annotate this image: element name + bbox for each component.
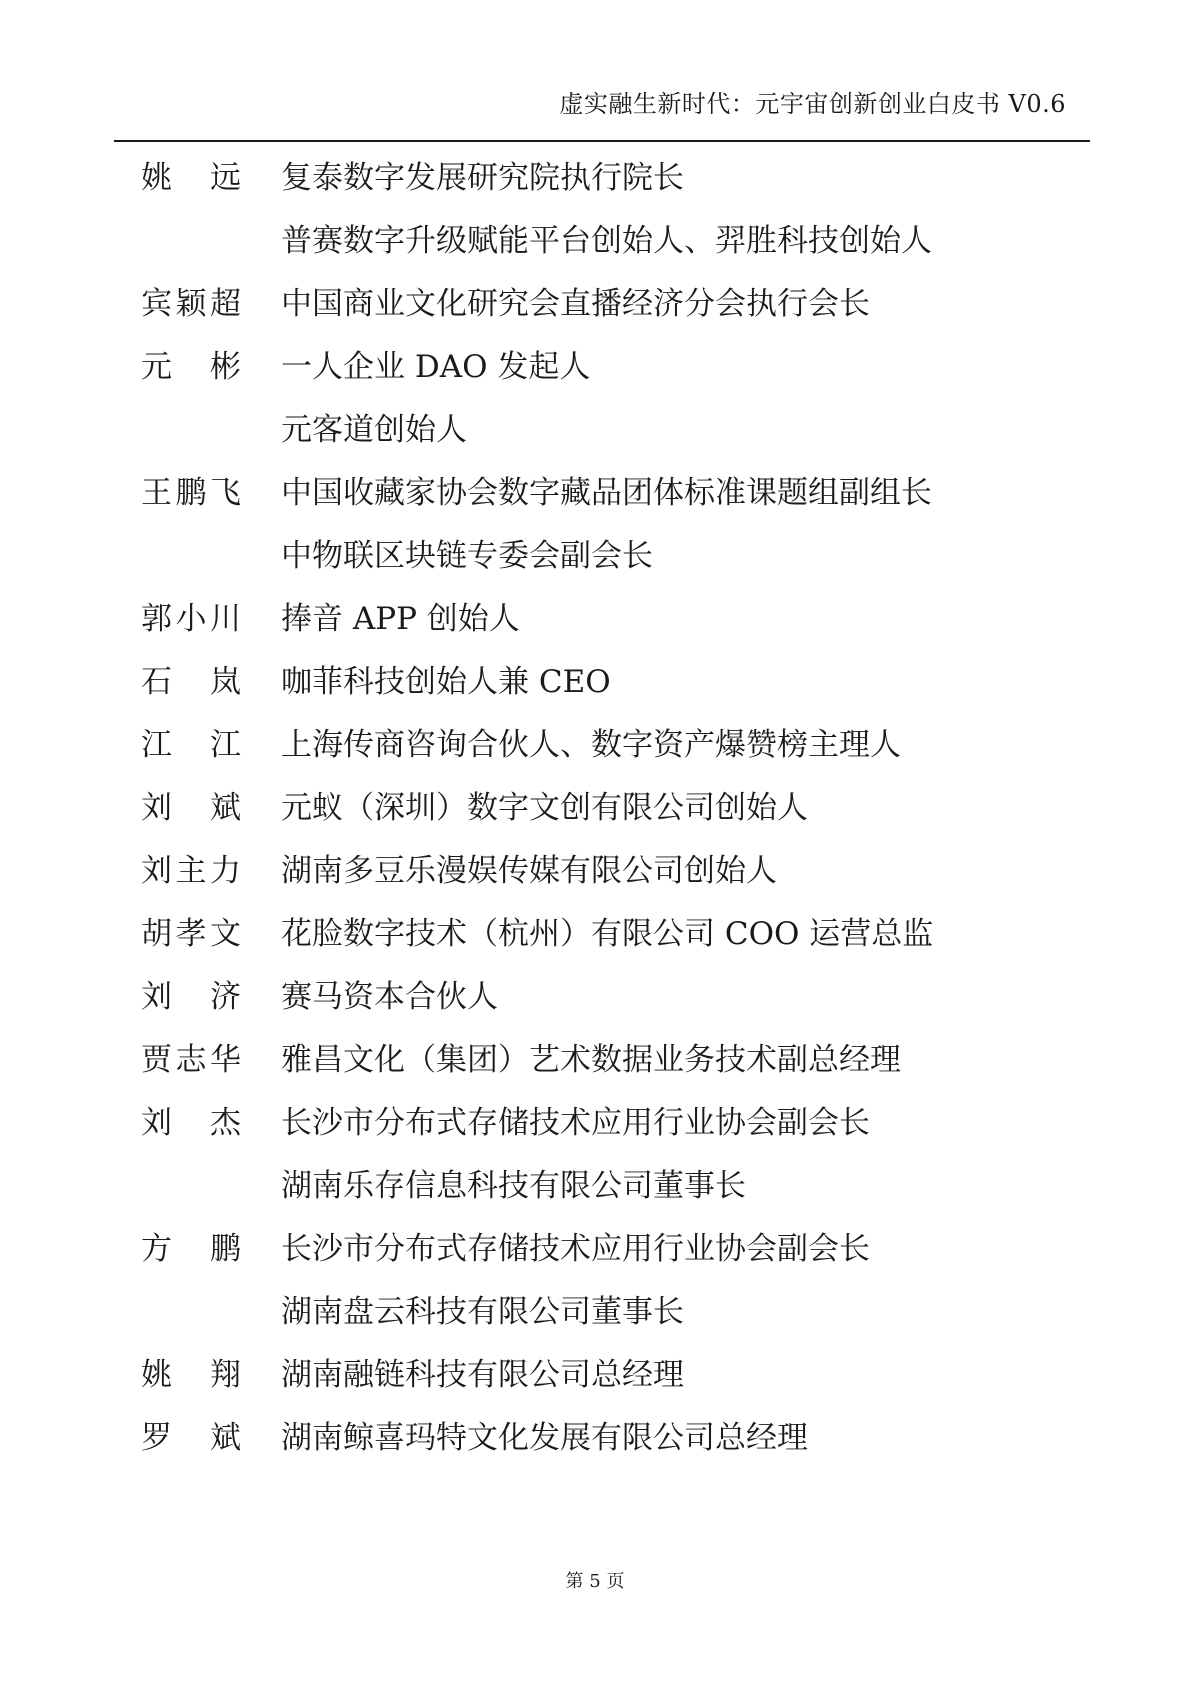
member-name: 胡 孝 文 [141, 916, 241, 952]
member-title: 咖菲科技创始人兼 CEO [281, 664, 611, 700]
member-row [0, 348, 1190, 411]
member-row [0, 978, 1190, 1041]
member-title: 元客道创始人 [281, 412, 467, 448]
member-title: 长沙市分布式存储技术应用行业协会副会长 [281, 1231, 870, 1267]
member-row [0, 1230, 1190, 1293]
member-title: 上海传商咨询合伙人、数字资产爆赞榜主理人 [281, 727, 901, 763]
member-title: 一人企业 DAO 发起人 [281, 349, 591, 385]
member-title: 花脸数字技术（杭州）有限公司 COO 运营总监 [281, 916, 934, 952]
member-name: 石 岚 [141, 664, 241, 700]
member-title: 捧音 APP 创始人 [281, 601, 520, 637]
member-row [0, 222, 1190, 285]
member-title: 赛马资本合伙人 [281, 979, 498, 1015]
member-title: 长沙市分布式存储技术应用行业协会副会长 [281, 1105, 870, 1141]
header-title: 虚实融生新时代：元宇宙创新创业白皮书 V0.6 [559, 90, 1066, 118]
member-title: 元蚁（深圳）数字文创有限公司创始人 [281, 790, 808, 826]
member-row [0, 852, 1190, 915]
member-name: 方 鹏 [141, 1231, 241, 1267]
member-title: 湖南多豆乐漫娱传媒有限公司创始人 [281, 853, 777, 889]
member-name: 刘 济 [141, 979, 241, 1015]
member-row [0, 1356, 1190, 1419]
member-name: 江 江 [141, 727, 241, 763]
member-row [0, 537, 1190, 600]
member-name: 刘 杰 [141, 1105, 241, 1141]
member-row [0, 474, 1190, 537]
member-name: 王 鹏 飞 [141, 475, 241, 511]
member-row [0, 285, 1190, 348]
member-list [0, 159, 1190, 1482]
member-row [0, 663, 1190, 726]
member-title: 湖南融链科技有限公司总经理 [281, 1357, 684, 1393]
member-title: 雅昌文化（集团）艺术数据业务技术副总经理 [281, 1042, 901, 1078]
member-title: 中物联区块链专委会副会长 [281, 538, 653, 574]
member-name: 宾 颖 超 [141, 286, 241, 322]
member-title: 复泰数字发展研究院执行院长 [281, 160, 684, 196]
member-title: 湖南鲸喜玛特文化发展有限公司总经理 [281, 1420, 808, 1456]
page-number: 第 5 页 [565, 1571, 625, 1592]
member-row [0, 159, 1190, 222]
member-name: 姚 远 [141, 160, 241, 196]
member-title: 湖南乐存信息科技有限公司董事长 [281, 1168, 746, 1204]
member-row [0, 1041, 1190, 1104]
member-title: 中国收藏家协会数字藏品团体标准课题组副组长 [281, 475, 932, 511]
member-row [0, 1104, 1190, 1167]
member-row [0, 1419, 1190, 1482]
member-title: 中国商业文化研究会直播经济分会执行会长 [281, 286, 870, 322]
member-row [0, 915, 1190, 978]
member-row [0, 1167, 1190, 1230]
member-row [0, 411, 1190, 474]
member-title: 湖南盘云科技有限公司董事长 [281, 1294, 684, 1330]
member-name: 刘 斌 [141, 790, 241, 826]
member-name: 元 彬 [141, 349, 241, 385]
member-row [0, 726, 1190, 789]
header-divider [114, 140, 1090, 142]
member-row [0, 789, 1190, 852]
member-title: 普赛数字升级赋能平台创始人、羿胜科技创始人 [281, 223, 932, 259]
member-row [0, 600, 1190, 663]
member-name: 姚 翔 [141, 1357, 241, 1393]
member-name: 刘 主 力 [141, 853, 241, 889]
member-name: 贾 志 华 [141, 1042, 241, 1078]
member-row [0, 1293, 1190, 1356]
member-name: 罗 斌 [141, 1420, 241, 1456]
member-name: 郭 小 川 [141, 601, 241, 637]
